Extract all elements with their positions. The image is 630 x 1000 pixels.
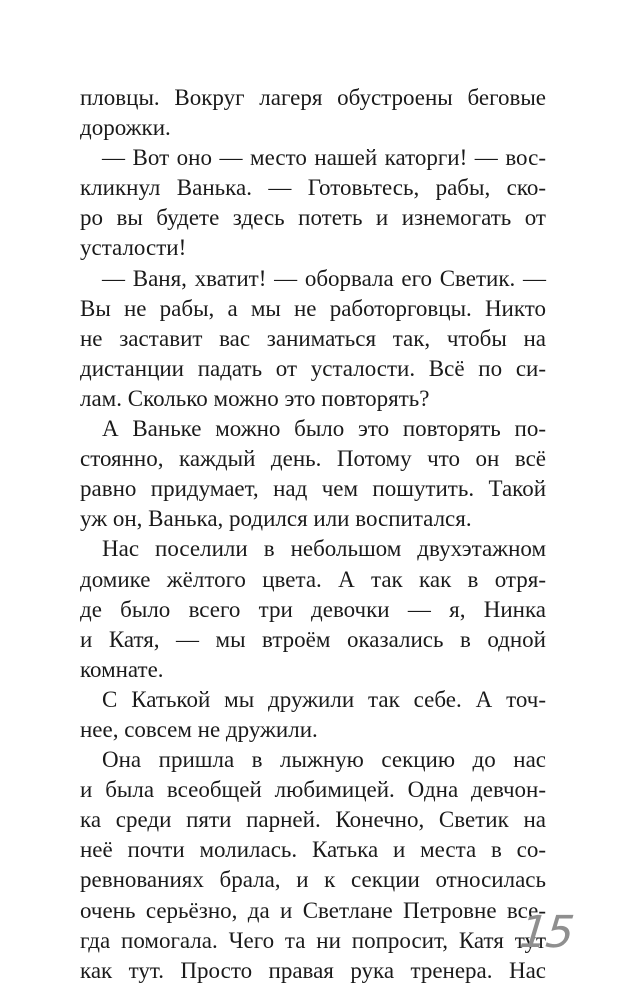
text-line: Она пришла в лыжную секцию до нас — [102, 747, 546, 773]
text-line: А Ваньке можно было это повторять по- — [102, 416, 546, 442]
text-line: де было всего три девочки — я, Нинка — [80, 596, 546, 622]
text-line: домике жёлтого цвета. А так как в отря- — [80, 566, 546, 592]
text-line: ка среди пяти парней. Конечно, Светик на — [80, 807, 546, 833]
page-number: 15 — [517, 907, 575, 958]
text-line: нее, совсем не дружили. — [80, 716, 318, 742]
text-line: пловцы. Вокруг лагеря обустроены беговые — [80, 85, 546, 110]
text-line: равно придумает, над чем пошутить. Такой — [80, 476, 546, 502]
text-line: комнате. — [80, 656, 164, 682]
text-line: С Катькой мы дружили так себе. А точ- — [102, 686, 546, 712]
text-line: уж он, Ванька, родился или воспитался. — [80, 506, 472, 532]
text-line: очень серьёзно, да и Светлане Петровне все- — [80, 897, 546, 923]
body-text — [80, 83, 546, 986]
text-line: Вы не рабы, а мы не работорговцы. Никто — [80, 295, 546, 321]
text-line: — Ваня, хватит! — оборвала его Светик. — — [102, 265, 546, 291]
text-line: ро вы будете здесь потеть и изнемогать от — [80, 205, 546, 231]
text-line: дорожки. — [80, 115, 171, 141]
text-line: кликнул Ванька. — Готовьтесь, рабы, ско- — [80, 175, 546, 201]
text-line: не заставит вас заниматься так, чтобы на — [80, 325, 546, 351]
text-line: дистанции падать от усталости. Всё по си- — [80, 355, 546, 381]
text-line: — Вот оно — место нашей каторги! — вос- — [102, 145, 546, 171]
text-line: стоянно, каждый день. Потому что он всё — [80, 446, 546, 472]
text-line: гда помогала. Чего та ни попросит, Катя тут — [80, 927, 546, 953]
text-line: и была всеобщей любимицей. Одна девчон- — [80, 777, 546, 803]
text-line: и Катя, — мы втроём оказались в одной — [80, 626, 546, 652]
text-line: Нас поселили в небольшом двухэтажном — [102, 536, 546, 562]
text-line: как тут. Просто правая рука тренера. Нас — [80, 957, 546, 983]
text-line: лам. Сколько можно это повторять? — [80, 385, 430, 411]
text-line: усталости! — [80, 235, 187, 261]
text-line: неё почти молилась. Катька и места в со- — [80, 837, 546, 863]
text-line: ревнованиях брала, и к секции относилась — [80, 867, 546, 893]
